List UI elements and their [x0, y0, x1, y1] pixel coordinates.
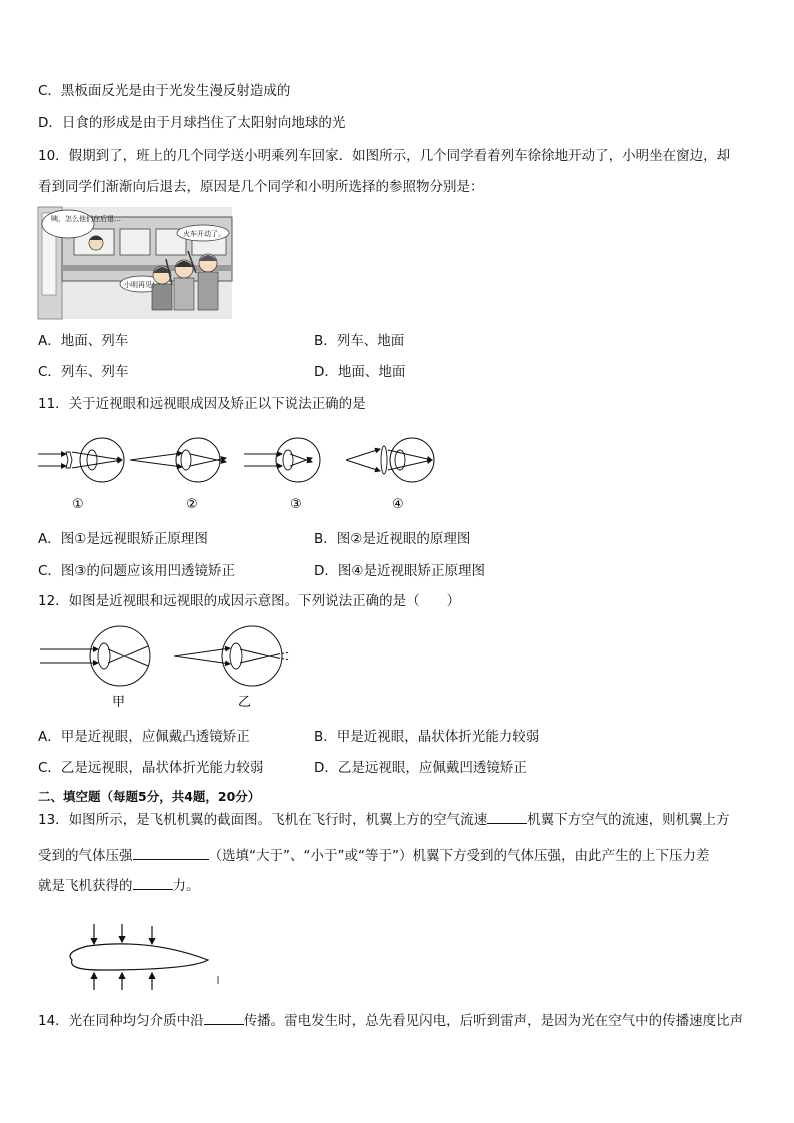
- q12-option-c: C．乙是远视眼，晶状体折光能力较弱: [38, 760, 264, 776]
- q11-option-d: D．图④是近视眼矫正原理图: [314, 563, 485, 579]
- q12-eye-diagrams: [38, 622, 298, 714]
- section-heading-fill-blank: 二、填空题（每题5分，共4题，20分）: [38, 789, 261, 804]
- q12-option-b: B．甲是近视眼，晶状体折光能力较弱: [314, 729, 540, 745]
- q14-blank-1[interactable]: [204, 1010, 244, 1025]
- q11-option-b: B．图②是近视眼的原理图: [314, 531, 471, 547]
- q10-option-b: B．列车、地面: [314, 333, 405, 349]
- q12-diagram-yi: [174, 626, 290, 686]
- q11-label-2: ②: [186, 497, 198, 512]
- q12-label-yi: 乙: [238, 695, 252, 710]
- q11-label-4: ④: [392, 497, 404, 512]
- q11-label-1: ①: [72, 497, 84, 512]
- q10-stem-line1: 10．假期到了，班上的几个同学送小明乘列车回家．如图所示，几个同学看着列车徐徐地开动了，小明坐在窗边，却: [38, 148, 731, 164]
- q13-wing-diagram: [60, 922, 230, 994]
- q10-option-d: D．地面、地面: [314, 364, 406, 380]
- q11-diagram-4: [346, 438, 434, 482]
- q13-line2: 受到的气体压强 （选填“大于”、“小于”或“等于”）机翼下方受到的气体压强，由此产生的上下压力差: [38, 845, 709, 866]
- q11-diagram-1: [38, 438, 124, 482]
- q13-line1: 13．如图所示，是飞机机翼的截面图。飞机在飞行时，机翼上方的空气流速 机翼下方空气的流速，则机翼上方: [38, 809, 730, 830]
- q11-diagram-3: [244, 438, 320, 482]
- q11-eye-diagrams: [34, 430, 444, 520]
- q10-option-c: C．列车、列车: [38, 364, 129, 380]
- q11-diagram-2: [130, 438, 226, 482]
- q12-label-jia: 甲: [112, 695, 126, 710]
- q11-option-a: A．图①是远视眼矫正原理图: [38, 531, 208, 547]
- q10-bubble-bottom-text: 小明再见！: [124, 281, 159, 289]
- wing-profile: [70, 944, 208, 970]
- q9-option-d: D．日食的形成是由于月球挡住了太阳射向地球的光: [38, 115, 346, 131]
- q10-stem-line2: 看到同学们渐渐向后退去，原因是几个同学和小明所选择的参照物分别是：: [38, 179, 484, 195]
- q13-blank-2[interactable]: [133, 845, 209, 860]
- q10-option-a: A．地面、列车: [38, 333, 129, 349]
- q10-bubble-right-text: 火车开动了。: [183, 230, 225, 238]
- q11-option-c: C．图③的问题应该用凹透镜矫正: [38, 563, 236, 579]
- q10-bubble-left-text: 咦，怎么他们在后退…: [51, 215, 121, 223]
- q14-line1: 14．光在同种均匀介质中沿 传播。雷电发生时，总先看见闪电，后听到雷声，是因为光在空气中的传播速度比声: [38, 1010, 743, 1031]
- q11-stem: 11．关于近视眼和远视眼成因及矫正以下说法正确的是: [38, 396, 366, 412]
- q12-stem: 12．如图是近视眼和远视眼的成因示意图。下列说法正确的是（ ）: [38, 593, 461, 609]
- q12-option-d: D．乙是远视眼，应佩戴凹透镜矫正: [314, 760, 527, 776]
- q11-label-3: ③: [290, 497, 302, 512]
- q12-option-a: A．甲是近视眼，应佩戴凸透镜矫正: [38, 729, 250, 745]
- q13-blank-3[interactable]: [133, 875, 173, 890]
- q12-diagram-jia: [40, 626, 150, 686]
- q10-train-illustration: [38, 207, 232, 319]
- q13-line3: 就是飞机获得的 力。: [38, 875, 200, 896]
- q9-option-c: C．黑板面反光是由于光发生漫反射造成的: [38, 83, 291, 99]
- q13-blank-1[interactable]: [487, 809, 527, 824]
